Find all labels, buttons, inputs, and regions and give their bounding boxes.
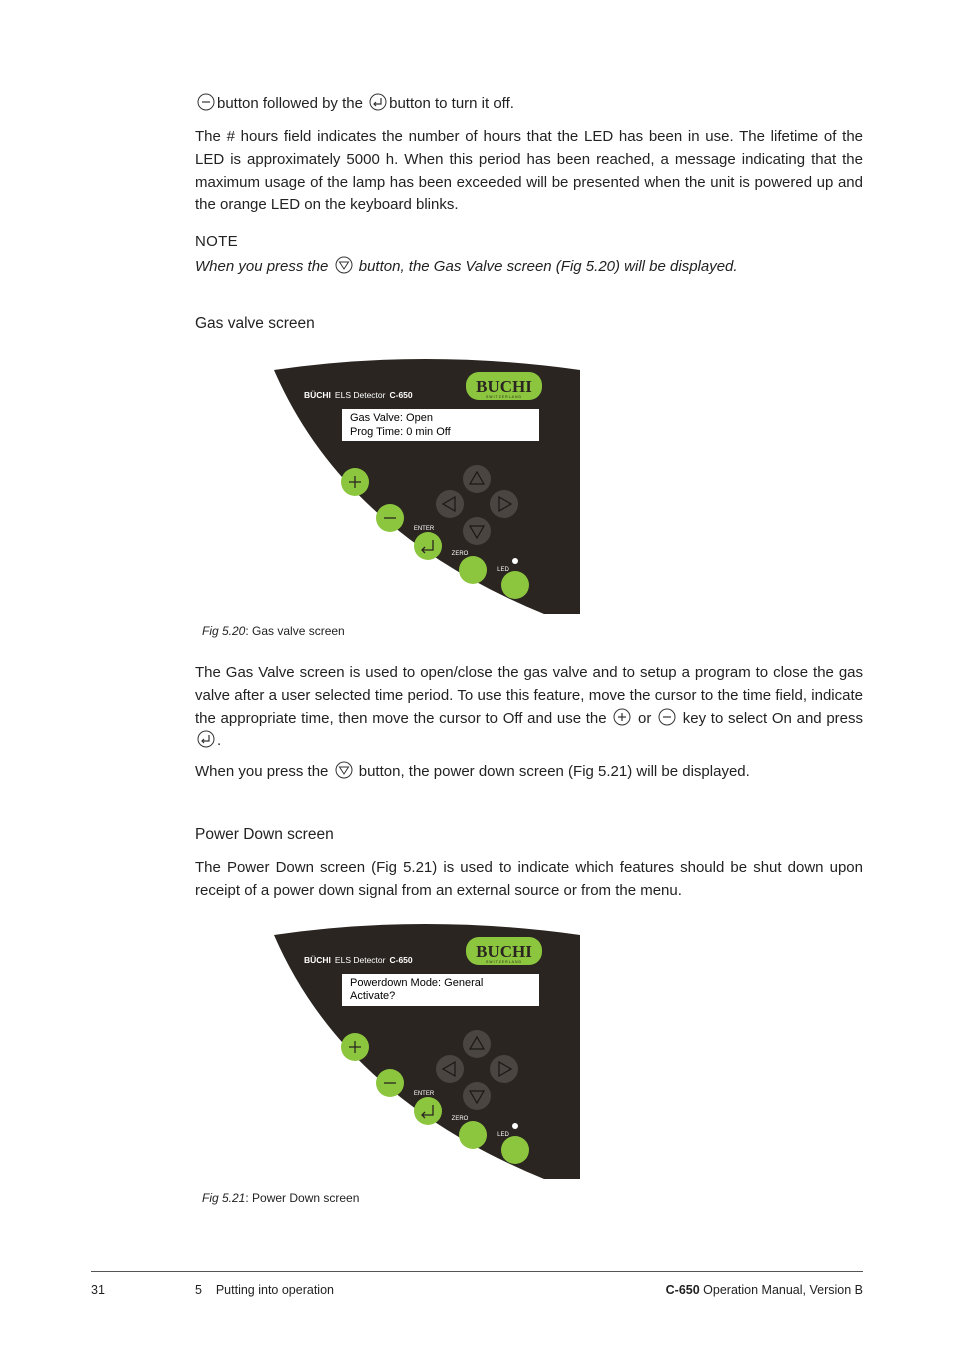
zero-label: ZERO <box>451 1116 469 1122</box>
brand-label: BÜCHI ELS Detector C-650 <box>304 390 413 400</box>
led-label: LED <box>497 1132 509 1138</box>
note-label: NOTE <box>195 233 238 250</box>
led-button[interactable] <box>501 571 529 599</box>
paragraph-gas-valve-usage: The Gas Valve screen is used to open/close the gas valve and to setup a program to close the gas valve after a user selected time period. To use this feature, move the cursor to the time field, indicate the appropriate time, then move the cursor to Off and use the or key to select On and press . <box>195 664 864 750</box>
paragraph-hours-field: The # hours field indicates the number of hours that the LED has been in use. The lifetime of the LED is approximately 5000 h. When this period has been reached, a message indicating that the maximum usage of the lamp has been exceeded will be presented when the unit is powered up and the orange LED on the keyboard blinks. <box>195 128 863 214</box>
led-label: LED <box>497 567 509 573</box>
zero-button[interactable] <box>459 1121 487 1149</box>
enter-label: ENTER <box>413 526 435 532</box>
keypad-panel-gas-valve <box>274 352 580 614</box>
plus-button[interactable] <box>341 468 369 496</box>
right-button[interactable] <box>490 490 518 518</box>
enter-key-icon <box>369 93 387 111</box>
svg-text:BUCHI: BUCHI <box>476 377 532 396</box>
minus-key-icon <box>658 708 676 726</box>
paragraph-power-down-nav: When you press the button, the power down screen (Fig 5.21) will be displayed. <box>195 763 750 780</box>
left-button[interactable] <box>436 490 464 518</box>
up-button[interactable] <box>463 465 491 493</box>
footer-divider <box>91 1271 863 1272</box>
down-key-icon <box>335 256 353 274</box>
svg-text:SWITZERLAND: SWITZERLAND <box>485 960 523 964</box>
paragraph-led-off: button followed by the button to turn it off. <box>195 93 863 116</box>
display-line-2: Activate? <box>350 990 396 1002</box>
display-line-1: Gas Valve: Open <box>350 412 433 424</box>
section-heading-power-down: Power Down screen <box>195 826 334 843</box>
enter-button[interactable] <box>414 1097 442 1125</box>
display-line-2: Prog Time: 0 min Off <box>350 426 451 438</box>
down-button[interactable] <box>463 517 491 545</box>
minus-button[interactable] <box>376 1069 404 1097</box>
figure-caption-5-21: Fig 5.21: Power Down screen <box>202 1191 360 1205</box>
footer-manual-title: C-650 Operation Manual, Version B <box>665 1283 863 1297</box>
led-indicator <box>512 1123 518 1129</box>
led-button[interactable] <box>501 1136 529 1164</box>
minus-button[interactable] <box>376 504 404 532</box>
figure-caption-5-20: Fig 5.20: Gas valve screen <box>202 624 345 638</box>
down-button[interactable] <box>463 1082 491 1110</box>
keypad-panel-power-down <box>274 917 580 1179</box>
plus-button[interactable] <box>341 1033 369 1061</box>
down-key-icon <box>335 761 353 779</box>
svg-text:BUCHI: BUCHI <box>476 942 532 961</box>
enter-label: ENTER <box>413 1091 435 1097</box>
footer-chapter: 5 Putting into operation <box>195 1283 334 1297</box>
paragraph-power-down: The Power Down screen (Fig 5.21) is used to indicate which features should be shut down upon receipt of a power down signal from an external source or from the menu. <box>195 859 863 899</box>
enter-button[interactable] <box>414 532 442 560</box>
up-button[interactable] <box>463 1030 491 1058</box>
note-text: When you press the button, the Gas Valve screen (Fig 5.20) will be displayed. <box>195 258 738 275</box>
section-heading-gas-valve: Gas valve screen <box>195 315 315 332</box>
svg-text:SWITZERLAND: SWITZERLAND <box>485 395 523 399</box>
led-indicator <box>512 558 518 564</box>
minus-key-icon <box>197 93 215 111</box>
display-line-1: Powerdown Mode: General <box>350 977 484 989</box>
enter-key-icon <box>197 730 215 748</box>
brand-label: BÜCHI ELS Detector C-650 <box>304 955 413 965</box>
zero-label: ZERO <box>451 551 469 557</box>
zero-button[interactable] <box>459 556 487 584</box>
right-button[interactable] <box>490 1055 518 1083</box>
page-number: 31 <box>91 1283 105 1297</box>
plus-key-icon <box>613 708 631 726</box>
left-button[interactable] <box>436 1055 464 1083</box>
